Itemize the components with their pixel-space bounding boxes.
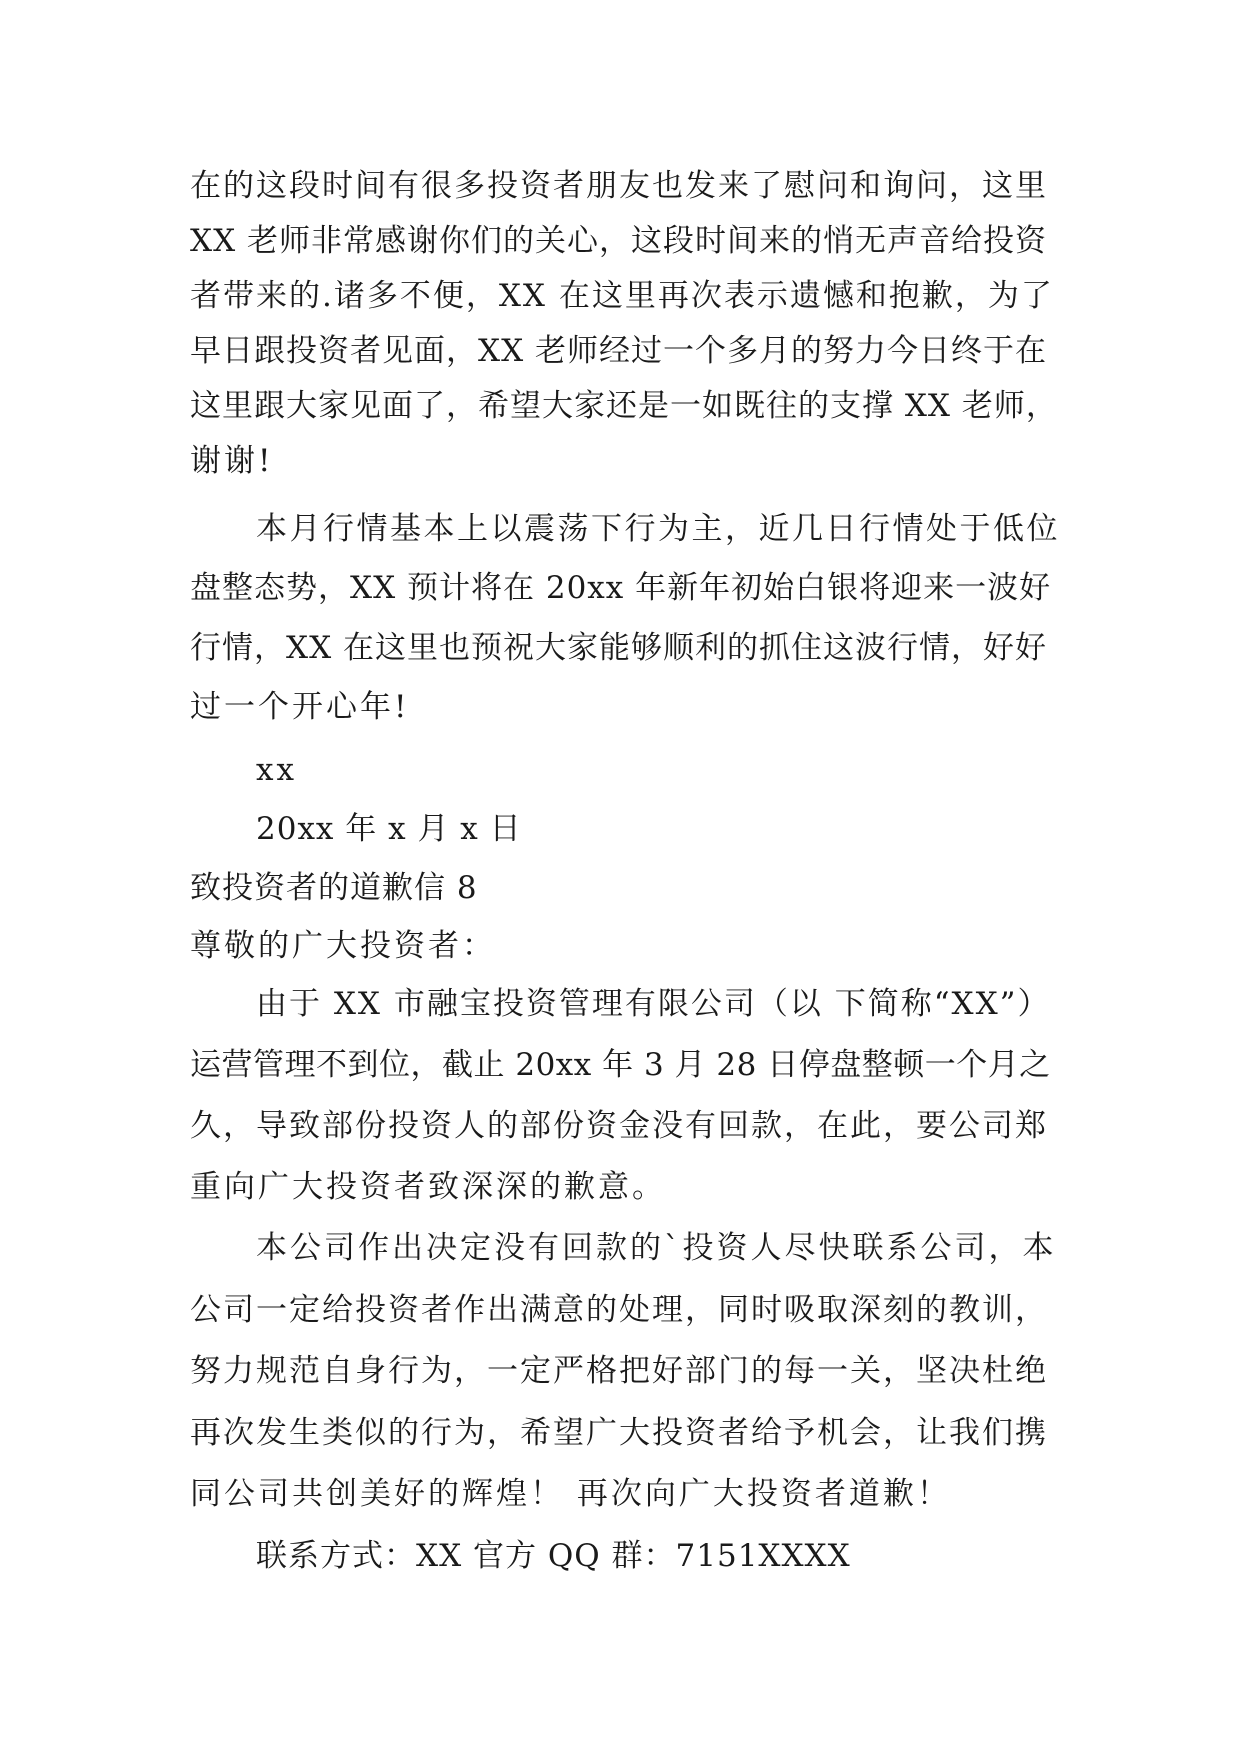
paragraph-line: 由于 XX 市融宝投资管理有限公司（以 下简称“XX”） (256, 986, 1051, 1022)
paragraph-line: 同公司共创美好的辉煌！ 再次向广大投资者道歉！ (190, 1476, 951, 1512)
paragraph-line: XX 老师非常感谢你们的关心，这段时间来的悄无声音给投资 (190, 223, 1047, 259)
paragraph-line: 本公司作出决定没有回款的`投资人尽快联系公司，本 (256, 1230, 1057, 1266)
paragraph-line: 谢谢! (190, 443, 274, 479)
paragraph-line: 再次发生类似的行为，希望广大投资者给予机会，让我们携 (190, 1415, 1048, 1451)
paragraph-line: 行情，XX 在这里也预祝大家能够顺利的抓住这波行情，好好 (190, 630, 1047, 666)
section-title: 致投资者的道歉信 8 (190, 870, 478, 906)
paragraph-line: 盘整态势，XX 预计将在 20xx 年新年初始白银将迎来一波好 (190, 570, 1052, 606)
contact-info: 联系方式：XX 官方 QQ 群：7151XXXX (256, 1538, 851, 1574)
paragraph-line: 重向广大投资者致深深的歉意。 (190, 1169, 666, 1205)
paragraph-line: 运营管理不到位，截止 20xx 年 3 月 28 日停盘整顿一个月之 (190, 1047, 1051, 1083)
paragraph-line: 在的这段时间有很多投资者朋友也发来了慰问和询问，这里 (190, 168, 1048, 204)
paragraph-line: 久，导致部份投资人的部份资金没有回款，在此，要公司郑 (190, 1108, 1048, 1144)
paragraph-line: 这里跟大家见面了，希望大家还是一如既往的支撑 XX 老师， (190, 388, 1058, 424)
salutation: 尊敬的广大投资者： (190, 928, 496, 964)
signature-date: 20xx 年 x 月 x 日 (256, 811, 522, 847)
paragraph-line: 本月行情基本上以震荡下行为主，近几日行情处于低位 (256, 511, 1060, 547)
paragraph-line: 过一个开心年! (190, 689, 410, 725)
paragraph-line: 努力规范自身行为，一定严格把好部门的每一关，坚决杜绝 (190, 1353, 1048, 1389)
paragraph-line: 者带来的.诸多不便，XX 在这里再次表示遗憾和抱歉，为了 (190, 278, 1054, 314)
signature-name: xx (256, 752, 297, 788)
paragraph-line: 早日跟投资者见面，XX 老师经过一个多月的努力今日终于在 (190, 333, 1047, 369)
paragraph-line: 公司一定给投资者作出满意的处理，同时吸取深刻的教训， (190, 1292, 1048, 1328)
